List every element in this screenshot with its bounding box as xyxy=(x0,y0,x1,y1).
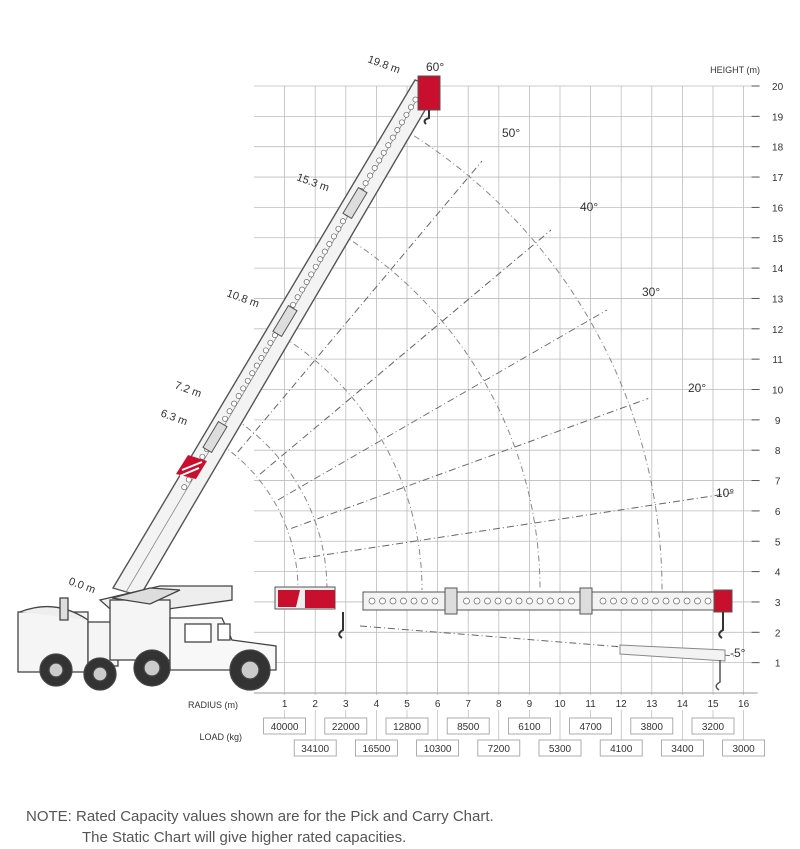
note-line-1: NOTE: Rated Capacity values shown are for the Pick and Carry Chart. xyxy=(26,808,494,825)
boom-60-degrees xyxy=(113,76,440,596)
height-tick-label: 11 xyxy=(772,355,783,367)
boom-horizontal xyxy=(275,587,732,638)
radius-tick-label: 5 xyxy=(404,699,410,710)
note-line-2: The Static Chart will give higher rated capacities. xyxy=(82,829,407,846)
load-value: 4700 xyxy=(579,722,602,733)
radius-tick-label: 10 xyxy=(554,699,566,710)
radius-tick-label: 16 xyxy=(738,699,750,710)
height-tick-label: 20 xyxy=(772,82,784,93)
load-values xyxy=(264,710,765,756)
height-tick-label: 8 xyxy=(774,446,781,458)
load-value: 7200 xyxy=(487,744,510,755)
load-value: 34100 xyxy=(301,744,330,755)
height-tick-label: 10 xyxy=(772,385,784,397)
note xyxy=(26,806,494,848)
height-tick-label: 19 xyxy=(772,112,784,124)
height-tick-label: 13 xyxy=(772,294,784,306)
angle-label-50: 50° xyxy=(502,126,521,140)
height-tick-label: 3 xyxy=(774,597,781,609)
height-tick-label: 5 xyxy=(774,537,781,549)
angle-label-60: 60° xyxy=(426,60,445,74)
angle-line xyxy=(278,310,607,500)
angle-label-20: 20° xyxy=(688,381,707,395)
angle-label-minus-5: -5° xyxy=(730,646,746,660)
radius-axis-title: RADIUS (m) xyxy=(188,700,238,710)
radius-tick-label: 11 xyxy=(585,699,596,710)
angle-line xyxy=(291,398,648,528)
load-value: 8500 xyxy=(457,722,480,733)
radius-tick-label: 2 xyxy=(312,699,318,710)
boom-length-7-2: 7.2 m xyxy=(172,379,203,401)
load-value: 3000 xyxy=(732,744,755,755)
height-axis-title: HEIGHT (m) xyxy=(710,65,760,75)
boom-length-6-3: 6.3 m xyxy=(158,407,189,429)
boom-length-10-8: 10.8 m xyxy=(224,287,261,311)
radius-tick-label: 15 xyxy=(707,699,719,710)
height-tick-label: 4 xyxy=(774,567,781,579)
boom-length-0-0: 0.0 m xyxy=(66,575,97,597)
height-tick-label: 18 xyxy=(772,142,784,154)
height-tick-label: 16 xyxy=(772,203,784,215)
height-tick-label: 12 xyxy=(772,324,784,336)
load-value: 10300 xyxy=(423,744,452,755)
height-tick-label: 6 xyxy=(774,506,781,518)
radius-tick-labels xyxy=(282,699,750,710)
radius-tick-label: 9 xyxy=(526,699,533,710)
height-tick-label: 9 xyxy=(774,415,781,427)
radius-tick-label: 7 xyxy=(465,699,471,710)
radius-tick-label: 4 xyxy=(373,699,380,710)
load-value: 5300 xyxy=(548,744,572,755)
load-value: 3200 xyxy=(701,722,725,733)
radius-tick-label: 14 xyxy=(676,699,688,710)
radius-tick-label: 13 xyxy=(646,699,658,710)
height-tick-label: 1 xyxy=(774,658,781,670)
boom-length-15-3: 15.3 m xyxy=(294,171,331,195)
load-value: 16500 xyxy=(362,744,391,755)
load-axis-title: LOAD (kg) xyxy=(199,732,242,742)
height-tick-label: 15 xyxy=(772,233,784,245)
angle-label-40: 40° xyxy=(580,200,599,214)
angle-label-10: 10° xyxy=(716,486,735,500)
angle-label-30: 30° xyxy=(642,285,661,299)
height-tick-label: 2 xyxy=(774,628,781,640)
boom-angle-lines xyxy=(238,161,735,656)
height-tick-label: 17 xyxy=(772,173,784,185)
load-value: 12800 xyxy=(393,722,421,733)
boom-length-arc xyxy=(331,228,540,590)
angle-line xyxy=(299,493,733,559)
load-value: 4100 xyxy=(610,744,633,755)
load-value: 3400 xyxy=(671,744,694,755)
boom-minus-5-degrees xyxy=(620,645,725,690)
load-value: 22000 xyxy=(331,722,360,733)
boom-length-arc xyxy=(225,412,328,590)
crane-truck xyxy=(18,586,276,690)
height-tick-label: 7 xyxy=(774,476,781,488)
load-value: 6100 xyxy=(518,722,541,733)
boom-length-19-8: 19.8 m xyxy=(365,53,402,77)
load-value: 40000 xyxy=(270,722,299,733)
radius-tick-label: 3 xyxy=(343,699,349,710)
load-value: 3800 xyxy=(640,722,663,733)
radius-tick-label: 6 xyxy=(434,699,441,710)
height-tick-label: 14 xyxy=(772,264,784,276)
radius-tick-label: 12 xyxy=(615,699,627,710)
radius-tick-label: 8 xyxy=(496,699,502,710)
radius-tick-label: 1 xyxy=(281,699,288,710)
height-tick-labels xyxy=(752,82,784,670)
